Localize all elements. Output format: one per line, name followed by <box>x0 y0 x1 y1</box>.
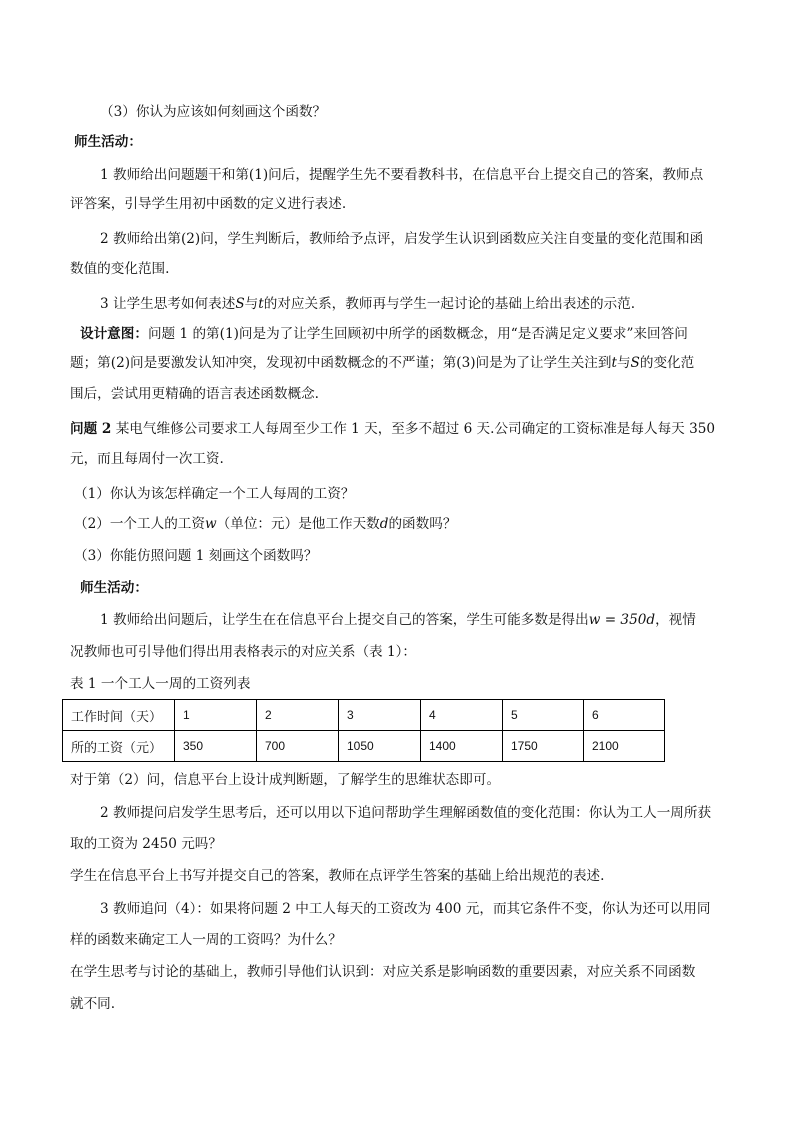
activity-1-line-1: 1 教师给出问题题干和第(1)问后，提醒学生先不要看教科书，在信息平台上提交自己的答案，教师点 <box>100 167 704 183</box>
answer-3-line-3: 在学生思考与讨论的基础上，教师引导他们认识到：对应关系是影响函数的重要因素，对应关系不同函数 <box>70 964 696 980</box>
table-row-header-wage: 所的工资（元） <box>63 731 175 762</box>
question-1-part-3: （3）你认为应该如何刻画这个函数？ <box>100 104 327 120</box>
table-cell-wage: 1400 <box>421 731 503 762</box>
table-row-days <box>63 700 665 731</box>
answer-2-line-2: 取的工资为 2450 元吗？ <box>70 836 222 852</box>
design-intent-text-2-post: 的变化范 <box>639 355 695 371</box>
question-2-line-2: 元，而且每周付一次工资. <box>70 451 224 467</box>
table-cell-wage: 2100 <box>584 731 665 762</box>
formula-w-equals-350d: w = 350d <box>588 612 656 628</box>
activity-1-line-2: 评答案，引导学生用初中函数的定义进行表述. <box>70 196 347 212</box>
activity-3-text-pre: 3 让学生思考如何表述 <box>100 296 236 312</box>
section-heading-activity-2: 师生活动： <box>80 580 148 596</box>
answer-1-line-3: 对于第（2）问，信息平台上设计成判断题，了解学生的思维状态即可。 <box>70 772 501 788</box>
section-heading-activity: 师生活动： <box>74 134 142 150</box>
table-cell-day: 1 <box>175 700 257 731</box>
design-intent-line-2 <box>70 353 694 373</box>
question-2-part-2-pre: （2）一个工人的工资 <box>74 516 205 532</box>
activity-3-text-post: 的对应关系，教师再与学生一起讨论的基础上给出表述的示范. <box>263 296 636 312</box>
question-2-part-2-post: 的函数吗？ <box>388 516 457 532</box>
question-2-line-1 <box>70 419 715 439</box>
variable-w: w <box>205 516 217 532</box>
table-cell-day: 3 <box>339 700 421 731</box>
variable-d: d <box>379 516 389 532</box>
question-2-part-1: （1）你认为该怎样确定一个工人每周的工资？ <box>74 486 355 502</box>
table-cell-day: 4 <box>421 700 503 731</box>
table-cell-day: 5 <box>503 700 584 731</box>
design-intent-label: 设计意图： <box>80 326 148 342</box>
activity-2-line-1: 2 教师给出第(2)问，学生判断后，教师给予点评，启发学生认识到函数应关注自变量的变化范围和函 <box>100 231 704 247</box>
question-2-part-3: （3）你能仿照问题 1 刻画这个函数吗？ <box>74 548 318 564</box>
table-cell-wage: 350 <box>175 731 257 762</box>
activity-3-text-and: 与 <box>244 296 259 312</box>
table-row-header-days: 工作时间（天） <box>63 700 175 731</box>
activity-3-line <box>100 294 635 314</box>
table-cell-wage: 700 <box>257 731 339 762</box>
answer-3-line-2: 样的函数来确定工人一周的工资吗？为什么？ <box>70 932 342 948</box>
question-2-label: 问题 2 <box>70 421 112 437</box>
variable-s: S <box>235 296 245 312</box>
design-intent-text-2-pre: 题；第(2)问是要激发认知冲突，发现初中函数概念的不严谨；第(3)问是为了让学生关注到 <box>70 355 612 371</box>
variable-t: t <box>611 355 617 371</box>
variable-t: t <box>258 296 264 312</box>
question-2-text-1: 某电气维修公司要求工人每周至少工作 1 天，至多不超过 6 天.公司确定的工资标准是每人每天 350 <box>111 421 716 437</box>
answer-1-text-pre: 1 教师给出问题后，让学生在在信息平台上提交自己的答案，学生可能多数是得出 <box>100 612 589 628</box>
question-2-part-2-mid: （单位：元）是他工作天数 <box>216 516 380 532</box>
design-intent-text-2-and: 与 <box>616 355 631 371</box>
question-2-part-2 <box>74 514 456 534</box>
table-cell-day: 6 <box>584 700 665 731</box>
answer-1-line-1 <box>100 610 696 630</box>
answer-2-line-3: 学生在信息平台上书写并提交自己的答案，教师在点评学生答案的基础上给出规范的表述. <box>70 868 605 884</box>
table-cell-day: 2 <box>257 700 339 731</box>
wage-table <box>62 699 665 762</box>
answer-1-line-2: 况教师也可引导他们得出用表格表示的对应关系（表 1）： <box>70 644 417 660</box>
activity-2-line-2: 数值的变化范围. <box>70 261 170 277</box>
table-cell-wage: 1050 <box>339 731 421 762</box>
answer-3-line-4: 就不同. <box>70 996 116 1012</box>
table-row-wages <box>63 731 665 762</box>
variable-s: S <box>630 355 640 371</box>
answer-2-line-1: 2 教师提问启发学生思考后，还可以用以下追问帮助学生理解函数值的变化范围：你认为工人一周所获 <box>100 805 712 821</box>
design-intent-text-1: 问题 1 的第(1)问是为了让学生回顾初中所学的函数概念，用“是否满足定义要求”来回答问 <box>147 326 688 342</box>
table-caption: 表 1 一个工人一周的工资列表 <box>70 676 251 692</box>
design-intent-line-1 <box>80 324 688 344</box>
design-intent-line-3: 围后，尝试用更精确的语言表述函数概念. <box>70 386 320 402</box>
table-cell-wage: 1750 <box>503 731 584 762</box>
answer-1-text-post: ，视情 <box>655 612 696 628</box>
answer-3-line-1: 3 教师追问（4）：如果将问题 2 中工人每天的工资改为 400 元，而其它条件不变，你认为还可以用同 <box>100 901 711 917</box>
